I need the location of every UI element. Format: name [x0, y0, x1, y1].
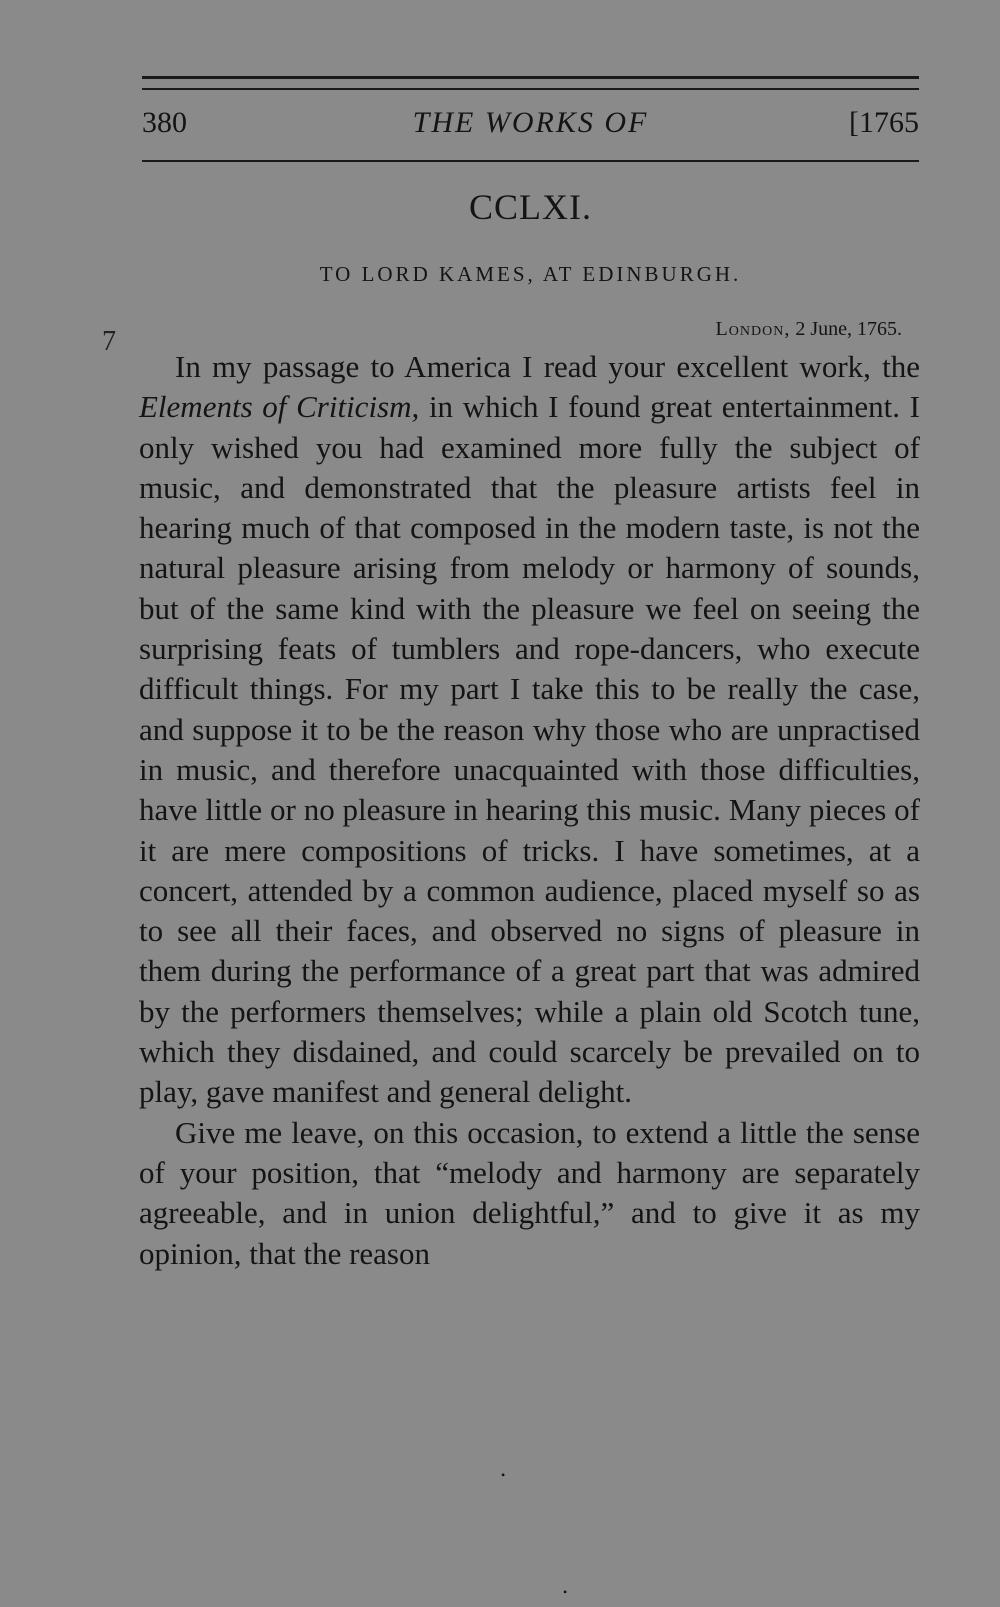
page-speck: •	[563, 1585, 568, 1599]
page-number: 380	[142, 106, 187, 139]
letter-body	[139, 347, 920, 1274]
header-year: [1765	[849, 106, 919, 139]
paragraph-1-rest: in which I found great entertainment. I only wished you had examined more fully the subject of music, and demonstrated that the pleasure artists feel in hearing much of that composed in the modern taste, is not the natural pleasure arising from melody or harmony of sounds, but of the same kind with the pleasure we feel on seeing the surprising feats of tumblers and rope-dancers, who execute difficult things. For my part I take this to be really the case, and suppose it to be the reason why those who are unpractised in music, and therefore unacquainted with those difficulties, have little or no pleasure in hearing this music. Many pieces of it are mere compositions of tricks. I have sometimes, at a concert, attended by a common audience, placed myself so as to see all their faces, and observed no signs of pleasure in them during the performance of a great part that was admired by the performers themselves; while a plain old Scotch tune, which they disdained, and could scarcely be prevailed on to play, gave manifest and general delight.	[139, 389, 920, 1110]
dateline-place: London,	[715, 318, 791, 340]
margin-mark: 7	[102, 326, 116, 357]
paragraph-1	[139, 347, 920, 1113]
running-header	[142, 106, 919, 146]
dateline	[716, 318, 902, 341]
running-title: THE WORKS OF	[412, 106, 649, 139]
paragraph-1-start: In my passage to America I read your excellent work, the	[175, 349, 920, 384]
top-rule-thin	[142, 88, 919, 90]
page-speck: •	[501, 1468, 506, 1482]
top-rule	[142, 76, 919, 79]
letter-address: TO LORD KAMES, AT EDINBURGH.	[319, 262, 742, 286]
book-title: Elements of Criticism,	[139, 389, 420, 425]
header-rule	[142, 160, 919, 162]
paragraph-2: Give me leave, on this occasion, to extend a little the sense of your position, that “melody and harmony are separately agreeable, and in union delightful,” and to give it as my opinion, that the reason	[139, 1114, 920, 1271]
letter-number: CCLXI.	[469, 187, 592, 227]
dateline-date: 2 June, 1765.	[795, 318, 902, 340]
